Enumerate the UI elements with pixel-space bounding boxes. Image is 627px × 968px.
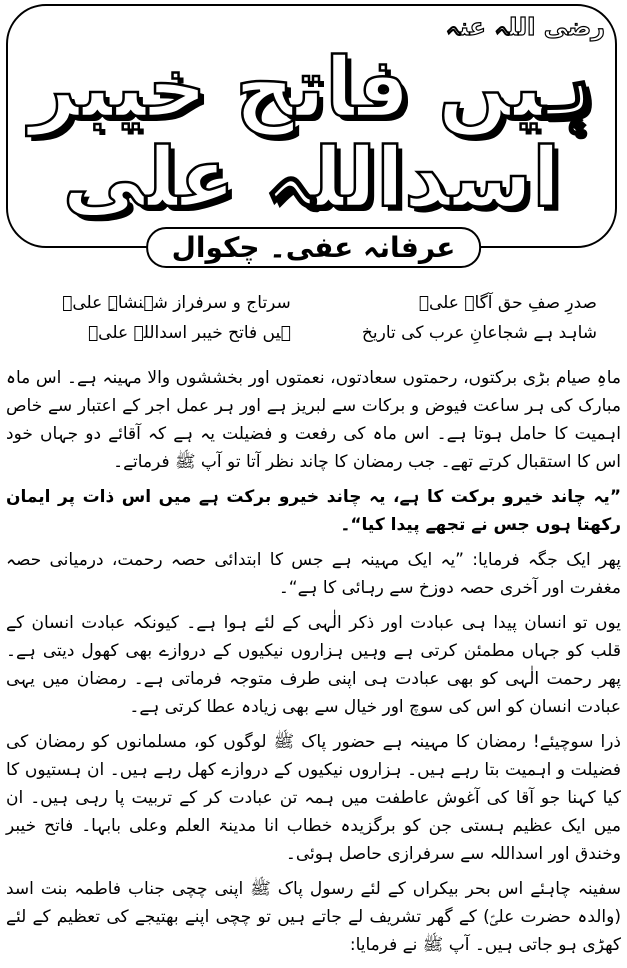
poem-line-second: سرتاج و سرفراز شہنشاہِ علیؑ <box>62 293 291 313</box>
poem-line-first: صدرِ صفِ حق آگاہ علیؑ <box>418 293 597 313</box>
title-honorific: رضی اللہ عنہ <box>445 13 605 41</box>
paragraph: یوں تو انسان پیدا ہی عبادت اور ذکر الٰہی کے لئے ہوا ہے۔ کیونکہ عبادت انسان کے قلب کو جہاں مطمئن کرتی ہے وہیں ہزاروں نیکیوں کے دروازے بھی کھول دیتی ہے۔ پھر رحمت الٰہی کو بھی عبادت ہی اپنی طرف متوجہ فرماتی ہے۔ رمضان میں یہی عبادت انسان کو اس کی سوچ اور خیال سے بھی زیادہ عطا کرتی ہے۔ <box>6 613 621 717</box>
poem-couplet <box>30 318 597 348</box>
paragraph: ذرا سوچیئے! رمضان کا مہینہ ہے حضور پاک ﷺ لوگوں کو، مسلمانوں کو رمضان کی فضیلت و اہمیت بتا رہے ہیں۔ ہزاروں نیکیوں کے دروازے کھل رہے ہیں۔ ان ہستیوں کا کیا کہنا جو آقا کی آغوش عاطفت میں ہمہ تن عبادت کر کے تربیت پا رہی ہیں۔ ان میں ایک عظیم ہستی جن کو برگزیدہ خطاب انا مدینۃ العلم وعلی بابہا۔ فاتح خیبر وخندق اور اسداللہ سے سرفرازی حاصل ہوئی۔ <box>6 732 621 864</box>
poem <box>30 288 597 348</box>
paragraph: پھر ایک جگہ فرمایا: ”یہ ایک مہینہ ہے جس کا ابتدائی حصہ رحمت، درمیانی حصہ مغفرت اور آخری حصہ دوزخ سے رہائی کا ہے“۔ <box>6 550 621 598</box>
author-byline: عرفانہ عفی۔ چکوال <box>146 227 482 268</box>
poem-line-second: ہیں فاتح خیبر اسداللہ علیؑ <box>87 323 291 343</box>
quote-paragraph: ”یہ چاند خیرو برکت کا ہے، یہ چاند خیرو برکت ہے میں اس ذات پر ایمان رکھتا ہوں جس نے تجھے پیدا کیا“۔ <box>6 487 621 535</box>
paragraph: ماہِ صیام بڑی برکتوں، رحمتوں سعادتوں، نعمتوں اور بخششوں والا مہینہ ہے۔ اس ماہ مبارک کی ہر ساعت فیوض و برکات سے لبریز ہے اور ہر عمل اجر کے اعتبار سے خاص اہمیت کا حامل ہوتا ہے۔ اس ماہ کی رفعت و فضیلت یہ ہے کہ آقائے دو جہاں خود اس کا استقبال کرتے تھے۔ جب رمضان کا چاند نظر آتا تو آپ ﷺ فرماتے۔ <box>6 368 621 472</box>
article-title <box>8 13 615 227</box>
title-main: ہیں فاتح خیبر اسداللہ علی <box>29 41 594 227</box>
poem-line-first: شاہد ہے شجاعانِ عرب کی تاریخ <box>361 323 597 343</box>
article-body <box>6 364 621 966</box>
paragraph: سفینہ چاہئے اس بحر بیکراں کے لئے رسول پاک ﷺ اپنی چچی جناب فاطمہ بنت اسد (والدہ حضرت علیؑ) کے گھر تشریف لے جاتے ہیں تو چچی اپنے بھتیجے کی تعظیم کے لئے کھڑی ہو جاتی ہیں۔ آپ ﷺ نے فرمایا: <box>6 879 621 955</box>
title-wrapper <box>8 13 615 227</box>
poem-couplet <box>30 288 597 318</box>
title-frame <box>6 4 617 248</box>
